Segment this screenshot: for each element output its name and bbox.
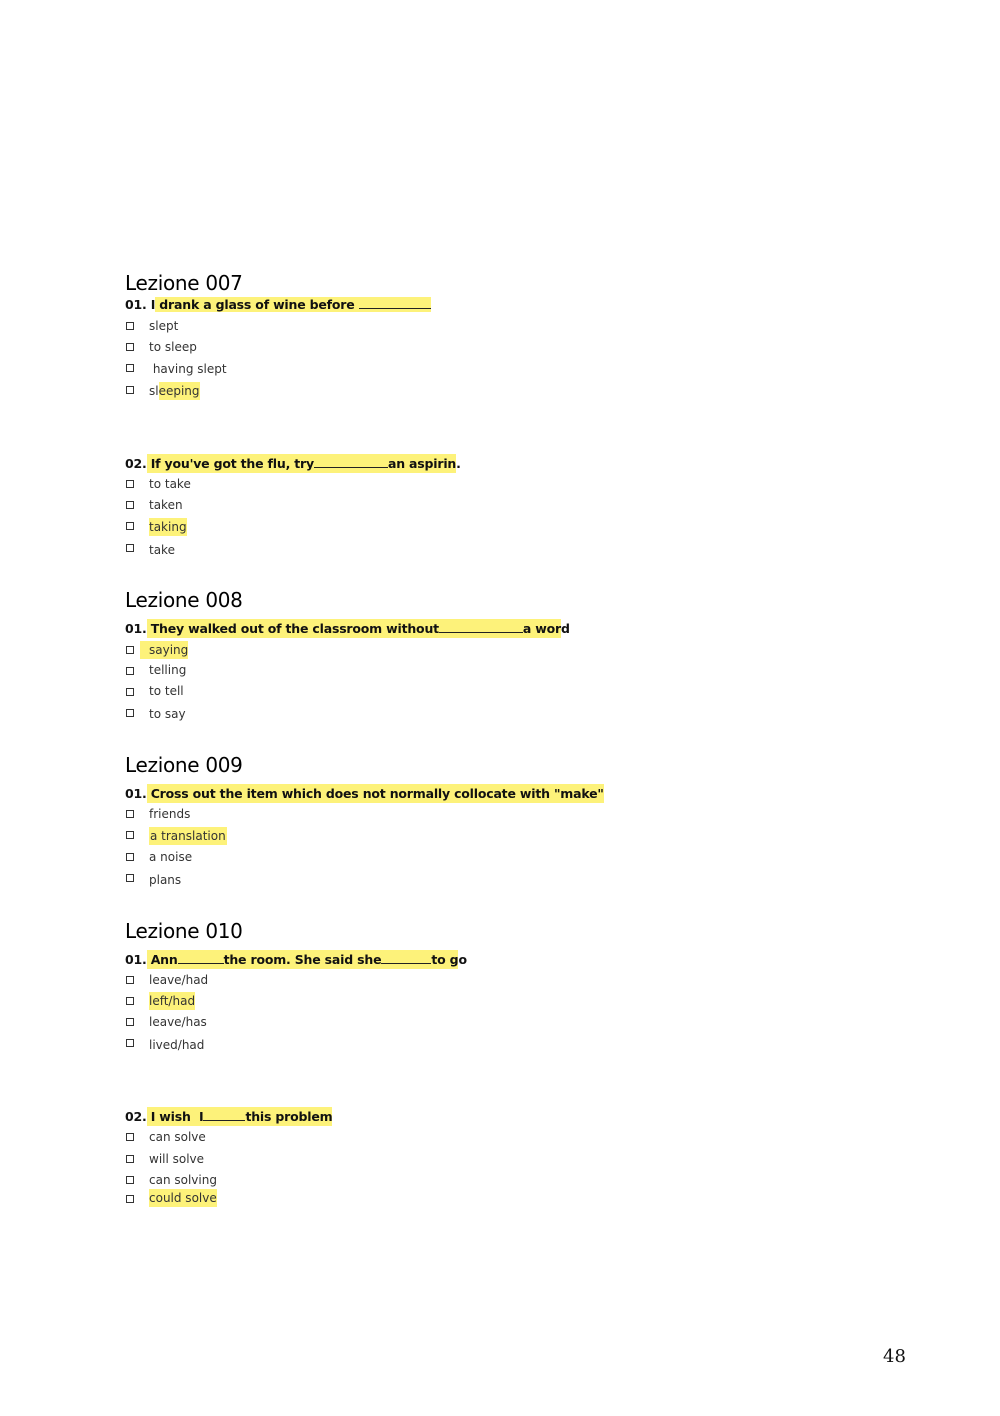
option-label: take [149, 543, 175, 557]
option-label-answer: left/had [149, 994, 196, 1008]
lesson-heading-009: Lezione 009 [125, 753, 243, 777]
option-label: will solve [149, 1152, 205, 1166]
question-text-highlighted [155, 297, 431, 312]
option-label: can solving [149, 1173, 217, 1187]
option-label: taken [149, 498, 183, 512]
option-label: lived/had [149, 1038, 205, 1052]
question-text: drank a glass of wine before [155, 297, 359, 312]
option-label: leave/had [149, 973, 209, 987]
question-007-01 [125, 297, 431, 312]
lesson-heading-007: Lezione 007 [125, 271, 243, 295]
answer-blank [314, 456, 388, 468]
option-checkbox[interactable] [126, 364, 134, 372]
question-number: 01. [125, 786, 147, 801]
option-checkbox[interactable] [126, 688, 134, 696]
question-text-highlighted [147, 784, 604, 803]
question-text: d [561, 621, 570, 636]
option-label: friends [149, 807, 191, 821]
option-checkbox[interactable] [126, 1018, 134, 1026]
option-checkbox[interactable] [126, 386, 134, 394]
option-checkbox[interactable] [126, 667, 134, 675]
lesson-heading-010: Lezione 010 [125, 919, 243, 943]
option-label: to tell [149, 684, 184, 698]
option-label: having slept [149, 362, 227, 376]
question-010-02 [125, 1109, 332, 1124]
option-label-answer: could solve [149, 1191, 217, 1205]
option-checkbox[interactable] [126, 997, 134, 1005]
lesson-heading-008: Lezione 008 [125, 588, 243, 612]
question-007-02 [125, 456, 461, 471]
option-label: to sleep [149, 340, 197, 354]
option-checkbox[interactable] [126, 1039, 134, 1047]
option-text-highlighted: eeping [158, 384, 200, 398]
option-checkbox[interactable] [126, 480, 134, 488]
question-text-highlighted [147, 1107, 333, 1126]
question-text: If you've got the flu, try [150, 456, 314, 471]
question-number: 01. [125, 952, 147, 967]
option-checkbox[interactable] [126, 853, 134, 861]
option-checkbox[interactable] [126, 1176, 134, 1184]
page-number: 48 [883, 1346, 906, 1367]
question-text-highlighted [147, 950, 459, 969]
option-label-answer: a translation [150, 829, 226, 843]
question-text: They walked out of the classroom without [150, 621, 439, 636]
question-010-01 [125, 952, 467, 967]
question-text: to g [431, 952, 459, 967]
question-text: this problem [245, 1109, 333, 1124]
question-number: 02. [125, 1109, 147, 1124]
question-text: an aspirin [387, 456, 457, 471]
question-text: the room. She said she [223, 952, 382, 967]
question-008-01 [125, 621, 570, 636]
answer-blank [178, 952, 224, 964]
option-label-answer: saying [140, 641, 188, 659]
option-text: sl [149, 384, 159, 398]
option-checkbox[interactable] [126, 1195, 134, 1203]
question-number: 01. [125, 297, 147, 312]
question-text-pre: I [150, 297, 156, 312]
option-label: slept [149, 319, 179, 333]
question-text: I wish I [150, 1109, 204, 1124]
option-label: can solve [149, 1130, 206, 1144]
option-checkbox[interactable] [126, 522, 134, 530]
option-label-answer [149, 383, 200, 399]
option-checkbox[interactable] [126, 810, 134, 818]
option-checkbox[interactable] [126, 1133, 134, 1141]
option-label: to take [149, 477, 191, 491]
option-checkbox[interactable] [126, 1155, 134, 1163]
option-label: a noise [149, 850, 193, 864]
question-009-01 [125, 786, 604, 801]
answer-blank [381, 952, 431, 964]
option-label: plans [149, 873, 182, 887]
option-checkbox[interactable] [126, 709, 134, 717]
option-checkbox[interactable] [126, 976, 134, 984]
question-text: . [456, 456, 461, 471]
question-text: Ann [150, 952, 178, 967]
option-checkbox[interactable] [126, 874, 134, 882]
option-checkbox[interactable] [126, 501, 134, 509]
answer-blank [359, 297, 431, 309]
question-number: 01. [125, 621, 147, 636]
option-label: telling [149, 663, 187, 677]
option-label-answer: taking [149, 520, 187, 534]
question-text: Cross out the item which does not normally collocate with "make" [150, 786, 604, 801]
option-checkbox[interactable] [126, 831, 134, 839]
question-text: a wor [522, 621, 562, 636]
option-checkbox[interactable] [126, 544, 134, 552]
question-text-highlighted [147, 619, 561, 638]
option-checkbox[interactable] [126, 322, 134, 330]
option-checkbox[interactable] [126, 343, 134, 351]
answer-blank [439, 621, 523, 633]
option-checkbox[interactable] [126, 646, 134, 654]
option-label: to say [149, 707, 186, 721]
question-number: 02. [125, 456, 147, 471]
question-text: o [458, 952, 467, 967]
option-label: leave/has [149, 1015, 207, 1029]
question-text-highlighted [147, 454, 457, 473]
answer-blank [203, 1109, 245, 1121]
